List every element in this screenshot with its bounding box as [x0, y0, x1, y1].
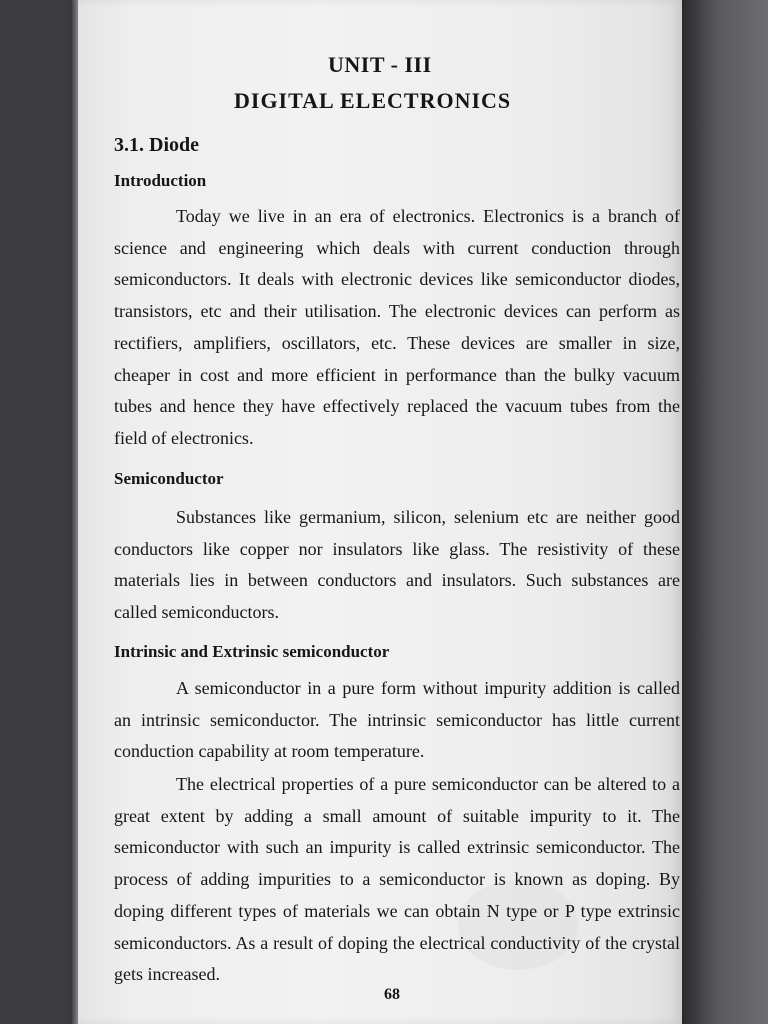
unit-label: UNIT - III: [328, 52, 432, 77]
subheading-intrinsic-extrinsic: Intrinsic and Extrinsic semiconductor: [114, 642, 390, 661]
subheading-introduction: Introduction: [114, 171, 207, 190]
page-number: 68: [384, 986, 400, 1003]
paragraph-introduction: Today we live in an era of electronics. Electronics is a branch of science and engineering which deals with current conduction through semiconductors. It deals with electronic devices like semiconductor diodes, transistors, etc and their utilisation. The electronic devices can perform as rectifiers, amplifiers, oscillators, etc. These devices are smaller in size, cheaper in cost and more efficient in performance than the bulky vacuum tubes and hence they have effectively replaced the vacuum tubes from the field of electronics.: [114, 206, 680, 448]
page-stack-edge: [682, 0, 768, 1024]
paragraph-semiconductor: Substances like germanium, silicon, selenium etc are neither good conductors like copper nor insulators like glass. The resistivity of these materials lies in between conductors and insulators. Such substances are called semiconductors.: [114, 507, 680, 623]
paragraph-extrinsic: The electrical properties of a pure semiconductor can be altered to a great extent by adding a small amount of suitable impurity to it. The semiconductor with such an impurity is called extrinsic semiconductor. The process of adding impurities to a semiconductor is known as doping. By doping different types of materials we can obtain N type or P type extrinsic semiconductors. As a result of doping the electrical conductivity of the crystal gets increased.: [114, 774, 680, 985]
section-heading: 3.1. Diode: [114, 134, 199, 156]
subheading-semiconductor: Semiconductor: [114, 469, 224, 488]
paragraph-intrinsic: A semiconductor in a pure form without impurity addition is called an intrinsic semiconductor. The intrinsic semiconductor has little current conduction capability at room temperature.: [114, 678, 680, 762]
chapter-title: DIGITAL ELECTRONICS: [234, 88, 512, 113]
